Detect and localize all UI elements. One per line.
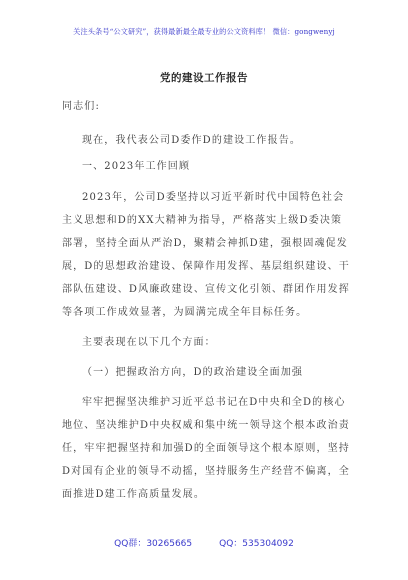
document-title: 党的建设工作报告 — [160, 72, 248, 84]
footer — [0, 536, 408, 549]
footer-qq-group: QQ群：30265665 — [114, 539, 193, 549]
paragraph-line: 展，D的思想政治建设、保障作用发挥、基层组织建设、干 — [62, 261, 350, 272]
paragraph: 主要表现在以下几个方面： — [82, 337, 216, 348]
footer-qq-number: QQ：535304092 — [219, 539, 294, 549]
header-banner: 关注头条号“公文研究”，获得最新最全最专业的公文资料库！ 微信：gongwenyj — [73, 27, 335, 36]
paragraph-line: D对国有企业的领导不动摇，坚持服务生产经营不偏离，全 — [62, 466, 350, 477]
paragraph-line: 牢牢把握坚决维护习近平总书记在D中央和全D的核心 — [82, 397, 346, 408]
paragraph-line: 任，牢牢把握坚持和加强D的全面领导这个根本原则，坚持 — [62, 443, 350, 454]
paragraph-line: 面推进D建工作高质量发展。 — [62, 489, 205, 500]
subsection-heading: （一）把握政治方向，D的政治建设全面加强 — [82, 367, 304, 378]
paragraph-line: 地位、坚决维护D中央权威和集中统一领导这个根本政治责 — [62, 420, 350, 431]
section-heading: 一、2023年工作回顾 — [82, 161, 191, 172]
paragraph-line: 等各项工作成效显著，为圆满完成全年目标任务。 — [62, 307, 308, 318]
intro-paragraph: 现在，我代表公司D委作D的建设工作报告。 — [82, 135, 302, 146]
paragraph-line: 主义思想和D的XX大精神为指导，严格落实上级D委决策 — [62, 215, 343, 226]
paragraph-line: 部队伍建设、D风廉政建设、宣传文化引领、群团作用发挥 — [62, 284, 350, 295]
salutation: 同志们: — [62, 101, 100, 112]
paragraph-line: 2023年，公司D委坚持以习近平新时代中国特色社会 — [82, 192, 345, 203]
paragraph-line: 部署，坚持全面从严治D，聚精会神抓D建，强根固魂促发 — [62, 238, 348, 249]
